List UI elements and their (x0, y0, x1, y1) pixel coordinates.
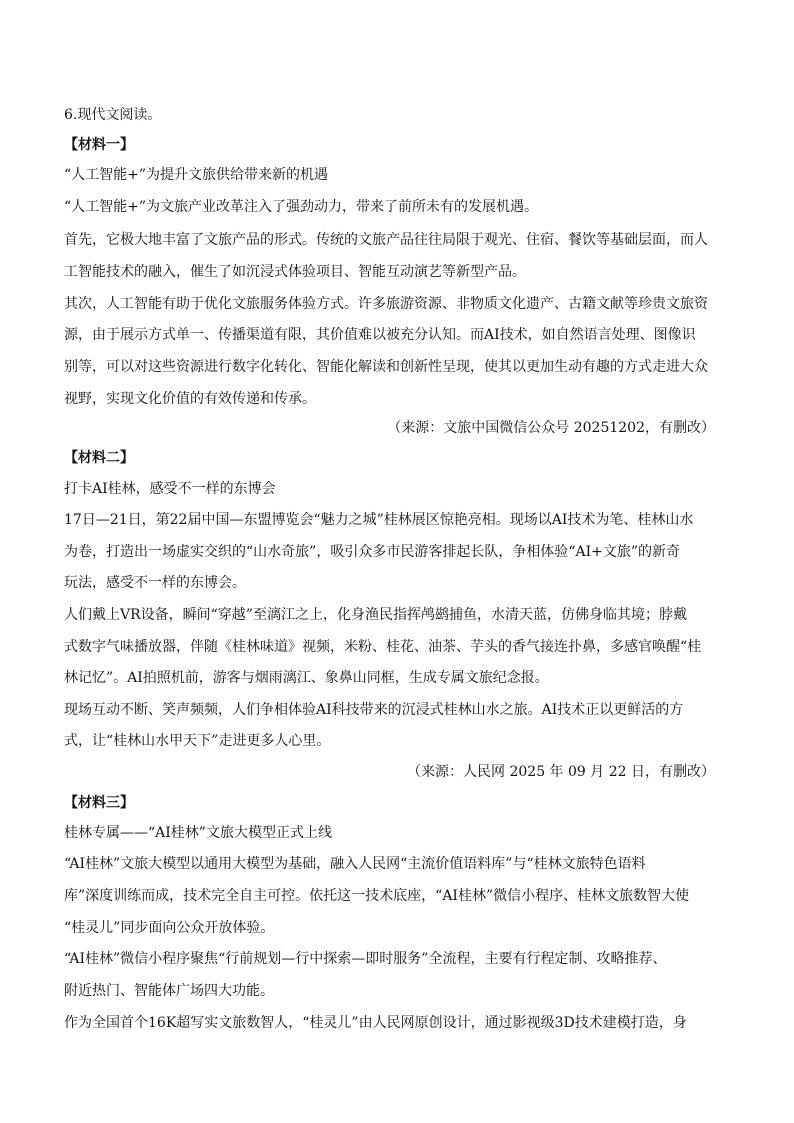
material1-paragraph-line: 首先，它极大地丰富了文旅产品的形式。传统的文旅产品往往局限于观光、住宿、餐饮等基础层面，而人 (64, 232, 708, 248)
material1-source: （来源：文旅中国微信公众号 20251202，有删改） (387, 420, 715, 436)
material1-label: 【材料一】 (64, 137, 134, 153)
material1-paragraph-line: 视野，实现文化价值的有效传递和传承。 (64, 391, 316, 407)
material2-source: （来源：人民网 2025 年 09 月 22 日，有删改） (407, 764, 715, 780)
material1-title: “人工智能+”为提升文旅供给带来新的机遇 (64, 167, 329, 183)
material2-paragraph-line: 17日—21日，第22届中国—东盟博览会“魅力之城”桂林展区惊艳亮相。现场以AI技术为笔、桂林山水 (64, 512, 694, 528)
material1-paragraph-line: 源，由于展示方式单一、传播渠道有限，其价值难以被充分认知。而AI技术，如自然语言处理、图像识 (64, 327, 696, 343)
material1-paragraph-line: 工智能技术的融入，催生了如沉浸式体验项目、智能互动演艺等新型产品。 (64, 264, 526, 280)
material1-paragraph-line: “人工智能+”为文旅产业改革注入了强劲动力，带来了前所未有的发展机遇。 (64, 199, 539, 215)
material1-paragraph-line: 其次，人工智能有助于优化文旅服务体验方式。许多旅游资源、非物质文化遗产、古籍文献等珍贵文旅资 (64, 296, 708, 312)
material3-paragraph-line: “桂灵儿”同步面向公众开放体验。 (64, 920, 275, 936)
material2-title: 打卡AI桂林，感受不一样的东博会 (64, 481, 276, 497)
material2-paragraph-line: 玩法，感受不一样的东博会。 (64, 575, 246, 591)
material3-paragraph-line: 作为全国首个16K超写实文旅数智人，“桂灵儿”由人民网原创设计，通过影视级3D技术建模打造，身 (64, 1015, 687, 1031)
question-heading: 6.现代文阅读。 (64, 107, 162, 123)
material1-paragraph-line: 别等，可以对这些资源进行数字化转化、智能化解读和创新性呈现，使其以更加生动有趣的方式走进大众 (64, 359, 708, 375)
material3-title: 桂林专属——“AI桂林”文旅大模型正式上线 (64, 825, 332, 841)
material3-paragraph-line: “AI桂林”文旅大模型以通用大模型为基础，融入人民网“主流价值语料库”与“桂林文旅特色语料 (64, 856, 646, 872)
material2-paragraph-line: 人们戴上VR设备，瞬间“穿越”至漓江之上，化身渔民指挥鸬鹚捕鱼，水清天蓝，仿佛身临其境；脖戴 (64, 607, 687, 623)
material3-paragraph-line: 库”深度训练而成，技术完全自主可控。依托这一技术底座，“AI桂林”微信小程序、桂林文旅数智大使 (64, 888, 690, 904)
material2-paragraph-line: 为卷，打造出一场虚实交织的“山水奇旅”，吸引众多市民游客排起长队，争相体验“AI+文旅”的新奇 (64, 544, 680, 560)
material3-paragraph-line: 附近热门、智能体广场四大功能。 (64, 983, 274, 999)
material3-paragraph-line: “AI桂林”微信小程序聚焦“行前规划—行中探索—即时服务”全流程，主要有行程定制、攻略推荐、 (64, 951, 667, 967)
material2-paragraph-line: 式数字气味播放器，伴随《桂林味道》视频，米粉、桂花、油茶、芋头的香气接连扑鼻，多感官唤醒“桂 (64, 639, 702, 655)
material2-paragraph-line: 式，让“桂林山水甲天下”走进更多人心里。 (64, 733, 331, 749)
material2-paragraph-line: 现场互动不断、笑声频频，人们争相体验AI科技带来的沉浸式桂林山水之旅。AI技术正以更鲜活的方 (64, 702, 684, 718)
material3-label: 【材料三】 (64, 795, 134, 811)
material2-paragraph-line: 林记忆”。AI拍照机前，游客与烟雨漓江、象鼻山同框，生成专属文旅纪念报。 (64, 670, 549, 686)
material2-label: 【材料二】 (64, 450, 134, 466)
